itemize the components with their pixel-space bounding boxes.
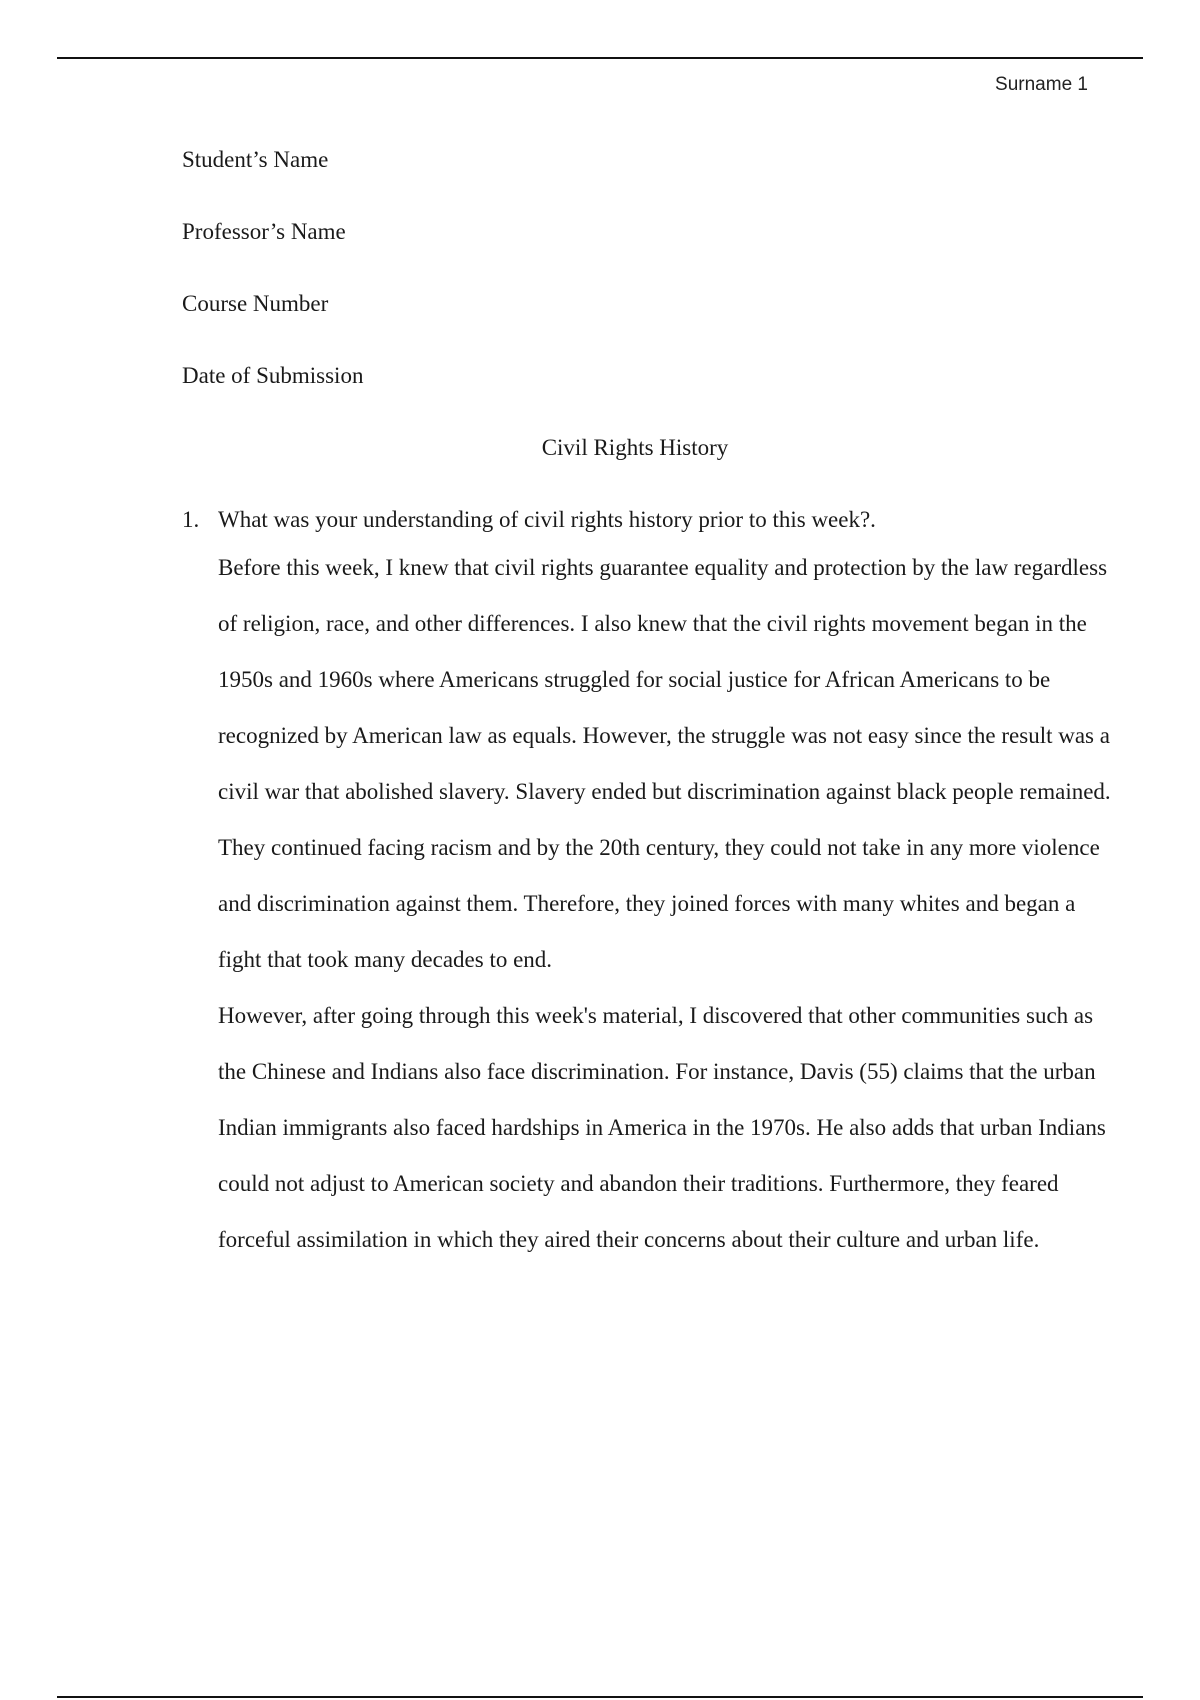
question-body [218, 502, 1112, 1268]
question-number: 1. [182, 507, 200, 532]
question-list [182, 502, 1112, 1268]
professor-name: Professor’s Name [182, 219, 346, 244]
submission-date: Date of Submission [182, 363, 364, 388]
bottom-rule [57, 1696, 1143, 1698]
question-text: What was your understanding of civil rights history prior to this week?. [218, 507, 876, 532]
answer-paragraph-1: Before this week, I knew that civil rights guarantee equality and protection by the law regardless of religion, race, and other differences. I also knew that the civil rights movement began in the 1950s and 1960s where Americans struggled for social justice for African Americans to be recognized by American law as equals. However, the struggle was not easy since the result was a civil war that abolished slavery. Slavery ended but discrimination against black people remained. They continued facing racism and by the 20th century, they could not take in any more violence and discrimination against them. Therefore, they joined forces with many whites and began a fight that took many decades to end. [218, 555, 1111, 972]
question-item [182, 502, 1112, 1268]
heading-block [182, 142, 363, 430]
running-head: Surname 1 [995, 74, 1088, 95]
course-number: Course Number [182, 291, 329, 316]
document-title: Civil Rights History [541, 435, 729, 460]
answer-paragraph-2: However, after going through this week's material, I discovered that other communities such as the Chinese and Indians also face discrimination. For instance, Davis (55) claims that the urban Indian immigrants also faced hardships in America in the 1970s. He also adds that urban Indians could not adjust to American society and abandon their traditions. Furthermore, they feared forceful assimilation in which they aired their concerns about their culture and urban life. [218, 1003, 1106, 1252]
student-name: Student’s Name [182, 147, 329, 172]
top-rule [57, 57, 1143, 59]
